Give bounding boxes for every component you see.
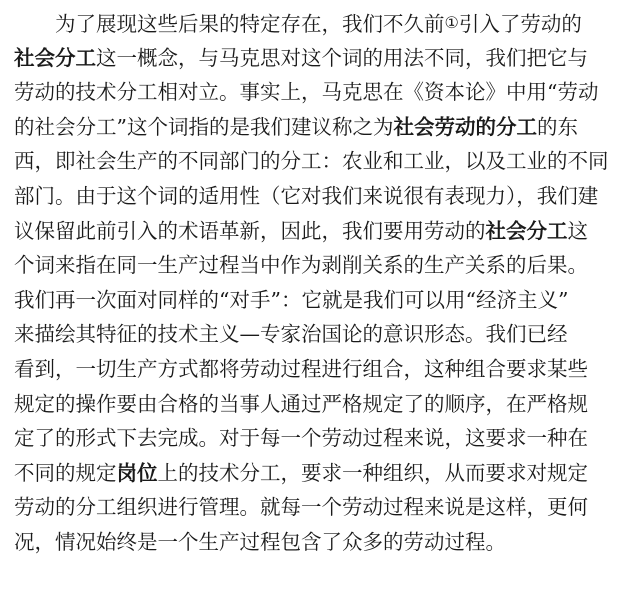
- text-segment: 来描绘其特征的技术主义—专家治国论的意识形态。我们已经: [14, 322, 568, 347]
- text-segment: 不同的规定: [14, 460, 117, 485]
- text-line: [14, 144, 614, 179]
- text-line: [14, 387, 614, 422]
- text-segment: 这: [567, 218, 588, 243]
- text-line: [14, 6, 614, 41]
- text-segment: 上的技术分工，要求一种组织，从而要求对规定: [157, 460, 588, 485]
- text-segment: 西，即社会生产的不同部门的分工：农业和工业，以及工业的不同: [14, 149, 609, 174]
- text-line: [14, 75, 614, 110]
- text-segment: 议保留此前引入的术语革新，因此，我们要用劳动的: [14, 218, 486, 243]
- text-segment: 劳动的分工组织进行管理。就每一个劳动过程来说是这样，更何: [14, 495, 588, 520]
- text-segment: 部门。由于这个词的适用性（它对我们来说很有表现力），我们建: [14, 183, 599, 208]
- bold-term: 社会分工: [485, 218, 568, 243]
- bold-term: 岗位: [116, 460, 158, 485]
- text-line: [14, 214, 614, 249]
- text-segment: 这一概念，与马克思对这个词的用法不同，我们把它与: [96, 45, 588, 70]
- bold-term: 社会分工: [14, 45, 96, 70]
- text-segment: 劳动的技术分工相对立。事实上，马克思在《资本论》中用“劳动: [14, 80, 599, 105]
- text-segment: 为了展现这些后果的特定存在，我们不久前: [55, 12, 445, 36]
- text-line: [14, 352, 614, 387]
- text-line: [14, 41, 614, 76]
- text-line: [14, 110, 614, 145]
- text-line: [14, 490, 614, 525]
- text-segment: 况，情况始终是一个生产过程包含了众多的劳动过程。: [14, 529, 506, 554]
- text-line: [14, 525, 614, 560]
- text-segment: 规定的操作要由合格的当事人通过严格规定了的顺序，在严格规: [14, 391, 588, 416]
- text-line: [14, 179, 614, 214]
- text-segment: 的社会分工”这个词指的是我们建议称之为: [14, 114, 394, 139]
- text-line: [14, 456, 614, 491]
- text-segment: 我们再一次面对同样的“对手”：它就是我们可以用“经济主义”: [14, 287, 569, 312]
- text-segment: 引入了劳动的: [458, 12, 582, 36]
- text-line: [14, 248, 614, 283]
- text-segment: 个词来指在同一生产过程当中作为剥削关系的生产关系的后果。: [14, 253, 588, 278]
- text-line: [14, 421, 614, 456]
- footnote-marker: ①: [444, 13, 459, 32]
- body-paragraph: [14, 6, 614, 560]
- text-segment: 定了的形式下去完成。对于每一个劳动过程来说，这要求一种在: [14, 426, 588, 451]
- text-segment: 的东: [536, 114, 578, 139]
- text-segment: 看到，一切生产方式都将劳动过程进行组合，这种组合要求某些: [14, 356, 588, 381]
- text-line: [14, 317, 614, 352]
- bold-term: 社会劳动的分工: [393, 114, 537, 139]
- text-line: [14, 283, 614, 318]
